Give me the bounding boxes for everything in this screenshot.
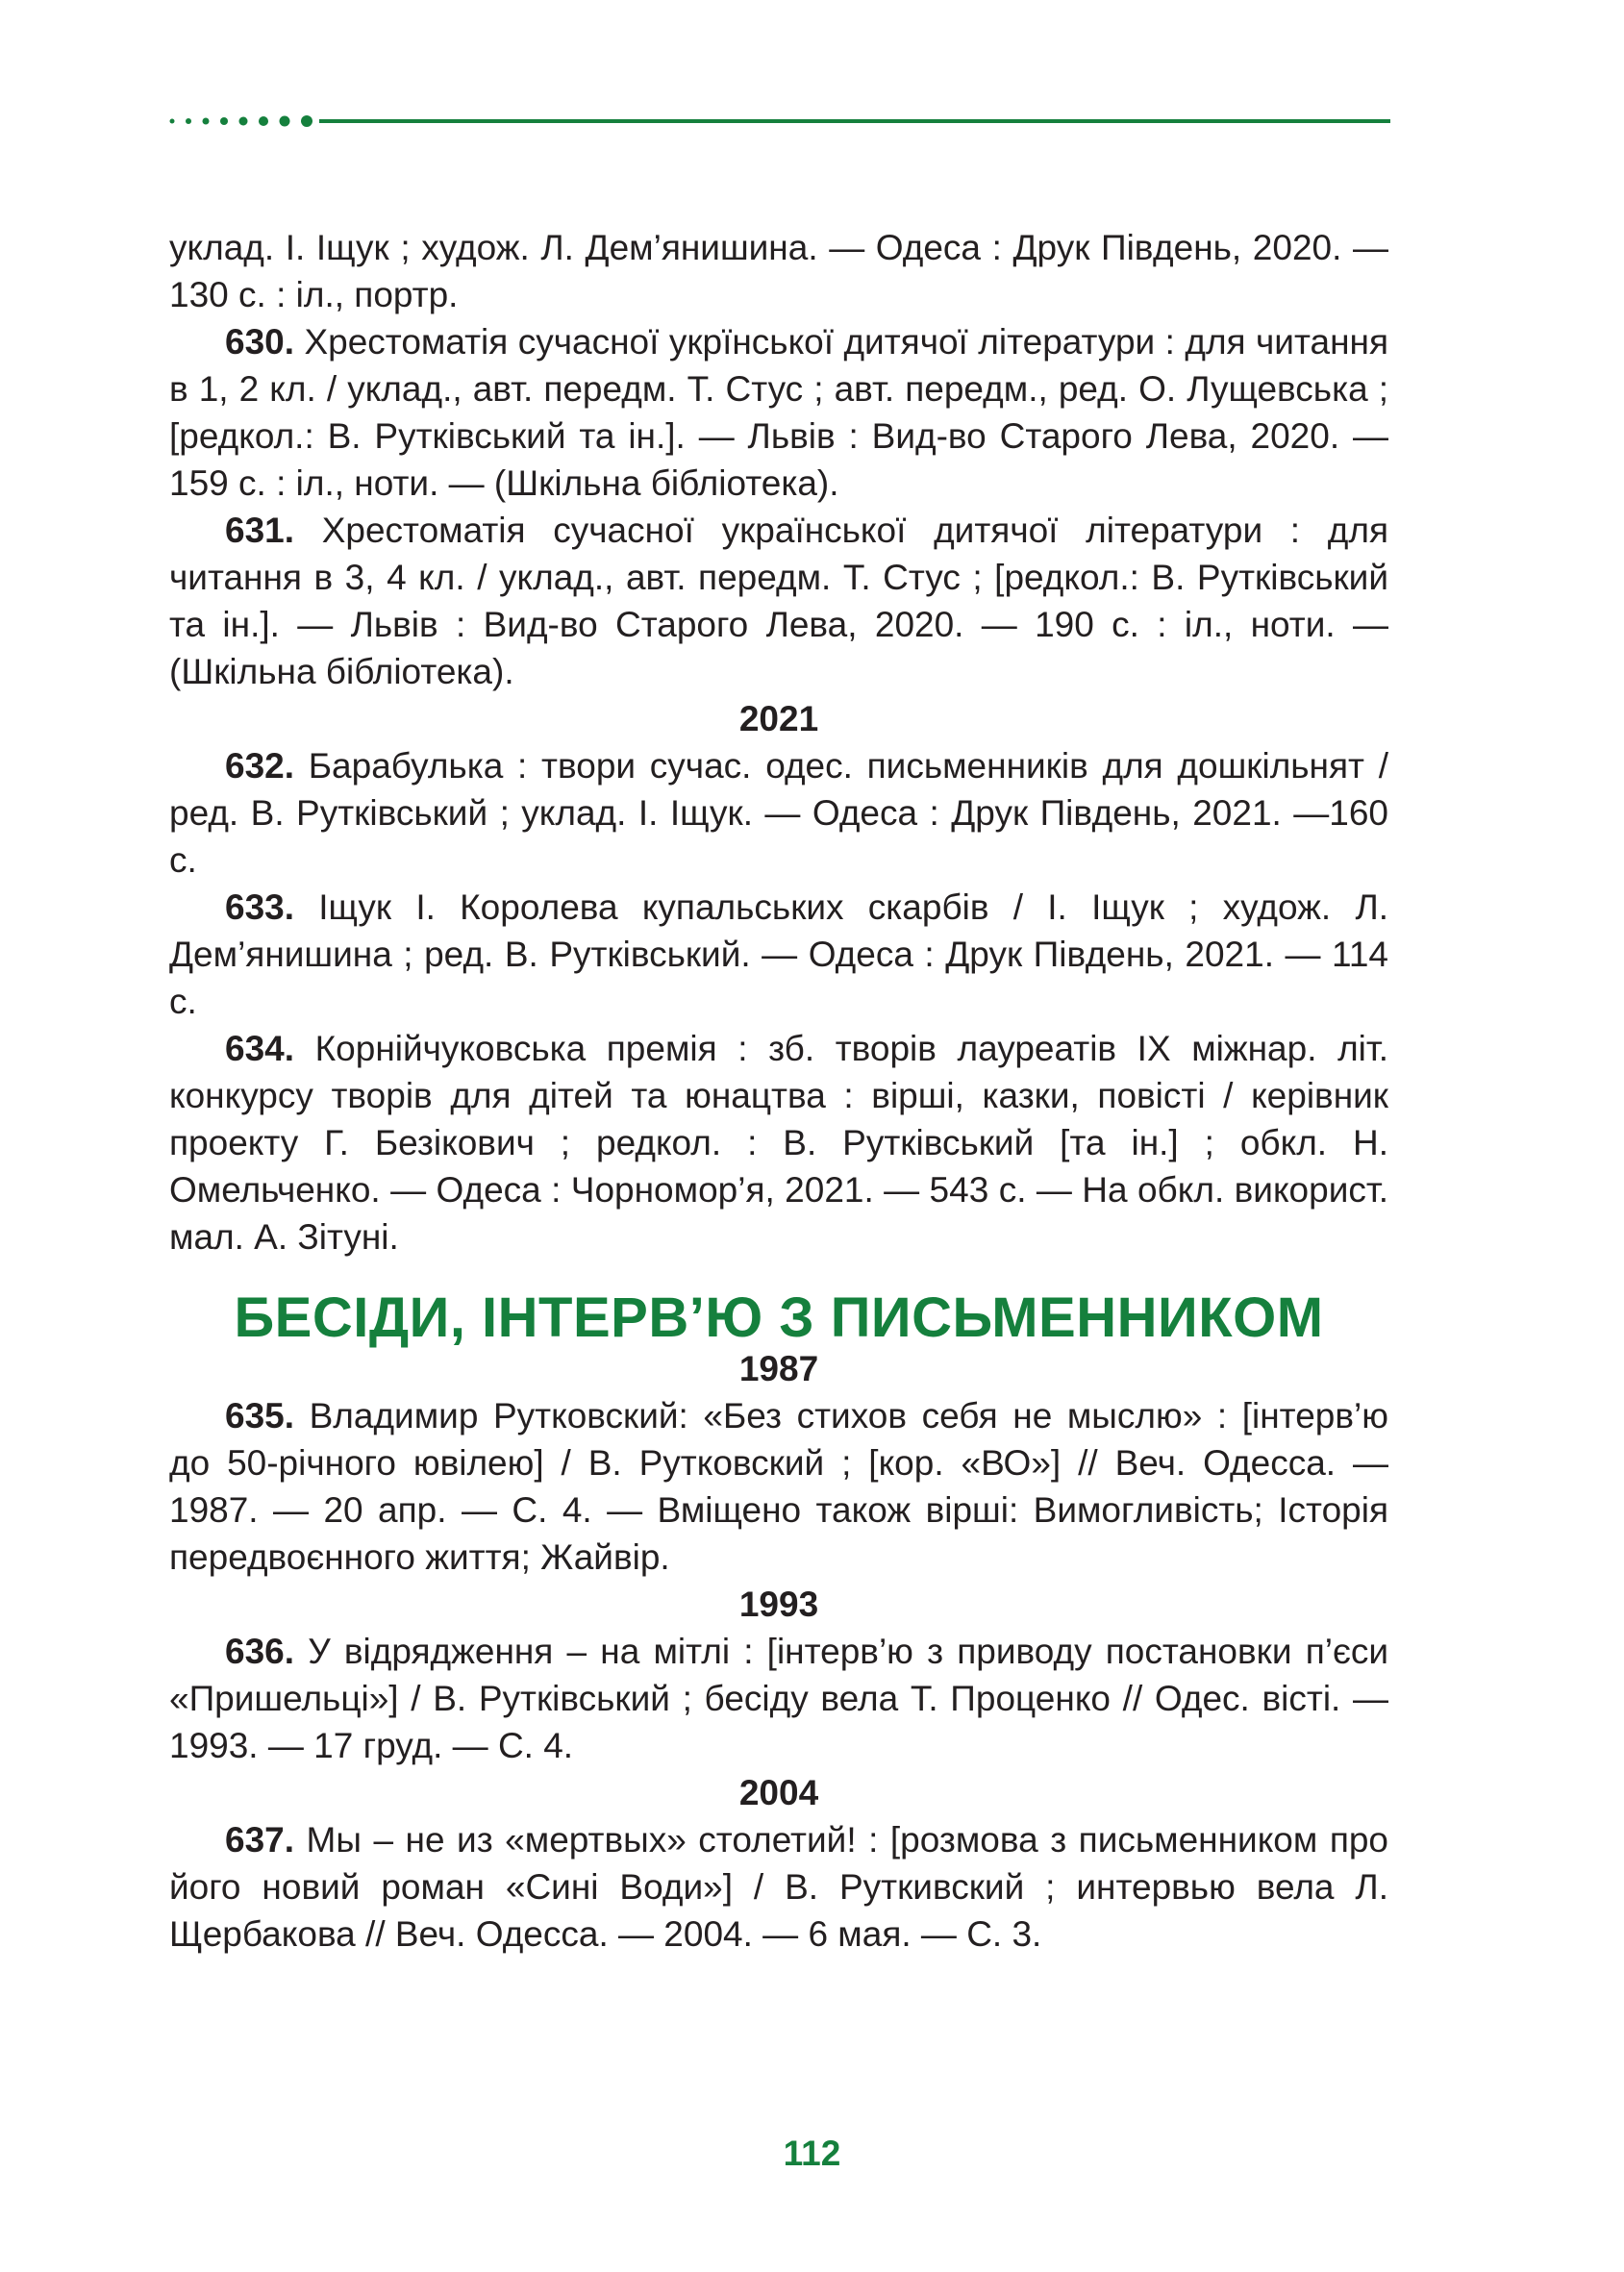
entry-text: У відрядження – на мітлі : [інтерв’ю з приводу постановки п’єси «Пришельці»] / В. Рутківський ; бесіду вела Т. Проценко // Одес. вісті. — 1993. — 17 груд. — С. 4. <box>169 1632 1388 1765</box>
entry-text: Хрестоматія сучасної укрїнської дитячої літератури : для читання в 1, 2 кл. / уклад., авт. передм. Т. Стус ; авт. передм., ред. О. Лущевська ; [редкол.: В. Рутківський та ін.]. — Львів : Вид-во Старого Лева, 2020. — 159 с. : іл., ноти. — (Шкільна бібліотека). <box>169 322 1388 503</box>
entry-number: 633. <box>225 887 295 927</box>
entry-636 <box>169 1628 1388 1769</box>
entry-637 <box>169 1816 1388 1958</box>
entry-634 <box>169 1025 1388 1261</box>
entry-number: 637. <box>225 1820 295 1860</box>
year-heading-2004: 2004 <box>738 1773 819 1812</box>
entry-text: Мы – не из «мертвых» столетий! : [розмова з письменником про його новий роман «Сині Води»] / В. Руткивский ; интервью вела Л. Щербакова // Веч. Одесса. — 2004. — 6 мая. — С. 3. <box>169 1820 1389 1954</box>
entry-number: 632. <box>225 746 295 786</box>
entry-number: 634. <box>225 1029 295 1068</box>
entry-631 <box>169 507 1388 695</box>
entry-632 <box>169 742 1388 884</box>
entry-text: Барабулька : твори сучас. одес. письменників для дошкільнят / ред. В. Рутківський ; уклад. І. Іщук. — Одеса : Друк Південь, 2021. —160 с. <box>169 746 1388 880</box>
entry-number: 635. <box>225 1396 295 1436</box>
year-heading-1987: 1987 <box>738 1349 819 1388</box>
page-number: 112 <box>783 2134 841 2173</box>
entry-text: Корнійчуковська премія : зб. творів лауреатів IX міжнар. літ. конкурсу творів для дітей та юнацтва : вірші, казки, повісті / керівник проекту Г. Безікович ; редкол. : В. Рутківський [та ін.] ; обкл. Н. Омельченко. — Одеса : Чорномор’я, 2021. — 543 с. — На обкл. використ. мал. А. Зітуні. <box>169 1029 1388 1257</box>
entry-630 <box>169 318 1388 507</box>
entry-number: 630. <box>225 322 295 362</box>
entry-633 <box>169 884 1388 1025</box>
entry-text: Іщук І. Королева купальських скарбів / І. Іщук ; худож. Л. Дем’янишина ; ред. В. Рутківський. — Одеса : Друк Південь, 2021. — 114 с. <box>169 887 1389 1021</box>
entry-635 <box>169 1392 1388 1581</box>
entry-text: Владимир Рутковский: «Без стихов себя не мыслю» : [інтерв’ю до 50-річного ювілею] / В. Рутковский ; [кор. «ВО»] // Веч. Одесса. — 1987. — 20 апр. — С. 4. — Вміщено також вірші: Вимогливість; Історія передвоєнного життя; Жайвір. <box>169 1396 1388 1577</box>
entry-text: Хрестоматія сучасної української дитячої літератури : для читання в 3, 4 кл. / уклад., авт. передм. Т. Стус ; [редкол.: В. Рутківський та ін.]. — Львів : Вид-во Старого Лева, 2020. — 190 с. : іл., ноти. — (Шкільна бібліотека). <box>169 511 1388 691</box>
section-title: БЕСІДИ, ІНТЕРВ’Ю З ПИСЬМЕННИКОМ <box>234 1286 1324 1349</box>
bibliography-text <box>169 224 1388 1958</box>
entry-number: 631. <box>225 511 295 550</box>
entry-continuation: уклад. І. Іщук ; худож. Л. Дем’янишина. — Одеса : Друк Південь, 2020. — 130 с. : іл., портр. <box>169 228 1388 314</box>
year-heading-1993: 1993 <box>738 1585 819 1624</box>
entry-number: 636. <box>225 1632 295 1671</box>
header-decorative-rule <box>169 113 1390 129</box>
year-heading-2021: 2021 <box>738 699 819 738</box>
